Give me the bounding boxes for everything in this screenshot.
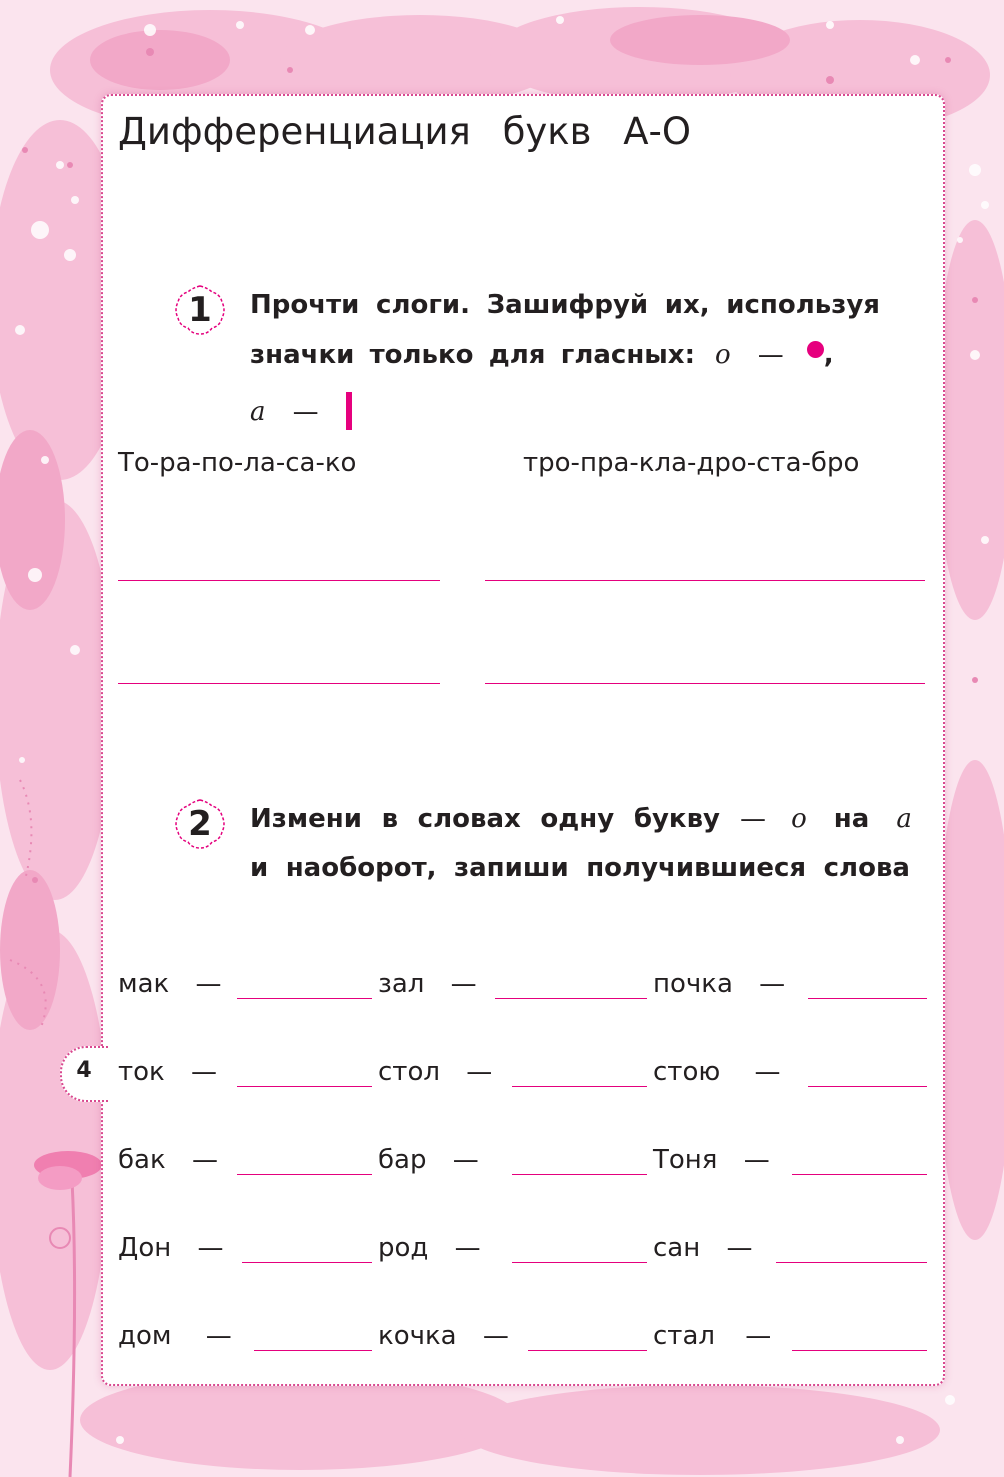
task2-letter-swap <box>740 804 912 834</box>
letter-o: о <box>791 804 807 834</box>
pink-bar-icon <box>346 392 352 430</box>
page-number: 4 <box>76 1058 92 1083</box>
task1-word: Прочти <box>250 290 360 320</box>
answer-line[interactable] <box>528 1350 647 1351</box>
answer-line[interactable] <box>808 998 927 999</box>
task2-word: получившиеся <box>586 853 807 883</box>
answer-line[interactable] <box>237 998 372 999</box>
task1-word: используя <box>726 290 880 320</box>
word-item: бар — <box>378 1145 479 1175</box>
syllables-right: тро-пра-кла-дро-ста-бро <box>523 448 860 478</box>
word-item: бак — <box>118 1145 218 1175</box>
letter-a: а <box>896 804 912 834</box>
task2-dash: — <box>740 804 766 834</box>
task2-instruction-line2 <box>250 853 910 883</box>
word-item: мак — <box>118 969 222 999</box>
word-item: зал — <box>378 969 477 999</box>
task1-number-badge <box>172 282 228 338</box>
task2-word: словах <box>417 804 521 834</box>
task1-instruction-line2 <box>250 340 695 370</box>
answer-line[interactable] <box>792 1350 927 1351</box>
task2-word: наоборот, <box>285 853 437 883</box>
answer-line[interactable] <box>254 1350 372 1351</box>
page-title: Дифференциация букв А-О <box>118 110 691 153</box>
answer-line[interactable] <box>808 1086 927 1087</box>
word-item: Тоня — <box>653 1145 770 1175</box>
word-item: Дон — <box>118 1233 224 1263</box>
answer-line[interactable] <box>512 1174 647 1175</box>
task2-word: Измени <box>250 804 362 834</box>
answer-line[interactable] <box>485 683 925 684</box>
letter-a: а <box>250 397 266 427</box>
answer-line[interactable] <box>792 1174 927 1175</box>
legend-dash: — <box>757 340 784 370</box>
legend-a <box>250 392 352 430</box>
answer-line[interactable] <box>118 580 440 581</box>
task1-word: их, <box>664 290 710 320</box>
legend-dash: — <box>292 397 319 427</box>
answer-line[interactable] <box>242 1262 372 1263</box>
legend-o <box>715 340 834 370</box>
answer-line[interactable] <box>485 580 925 581</box>
task1-instruction-line1 <box>250 290 880 320</box>
answer-line[interactable] <box>237 1086 372 1087</box>
task2-word: и <box>250 853 269 883</box>
word-item: стол — <box>378 1057 493 1087</box>
word-item: ток — <box>118 1057 218 1087</box>
answer-line[interactable] <box>237 1174 372 1175</box>
answer-line[interactable] <box>776 1262 927 1263</box>
answer-line[interactable] <box>512 1262 647 1263</box>
task2-word: букву <box>633 804 720 834</box>
task2-word: в <box>381 804 399 834</box>
task1-word: значки <box>250 340 355 370</box>
syllables-left: То-ра-по-ла-са-ко <box>118 448 357 478</box>
answer-line[interactable] <box>495 998 647 999</box>
task1-word: слоги. <box>376 290 471 320</box>
legend-comma: , <box>823 340 834 370</box>
word-item: стал — <box>653 1321 772 1351</box>
task2-word: запиши <box>454 853 569 883</box>
task1-word: Зашифруй <box>486 290 649 320</box>
task2-number-badge <box>172 796 228 852</box>
task2-word: слова <box>823 853 910 883</box>
answer-line[interactable] <box>118 683 440 684</box>
word-item: род — <box>378 1233 481 1263</box>
word-na: на <box>833 804 870 834</box>
task1-word: для <box>488 340 546 370</box>
task1-word: только <box>369 340 474 370</box>
word-item: почка — <box>653 969 786 999</box>
letter-o: о <box>715 340 731 370</box>
task2-instruction-line1 <box>250 804 720 834</box>
task1-number: 1 <box>188 290 212 330</box>
word-item: дом — <box>118 1321 232 1351</box>
task2-number: 2 <box>188 804 212 844</box>
task1-word: гласных: <box>560 340 695 370</box>
word-item: кочка — <box>378 1321 509 1351</box>
answer-line[interactable] <box>512 1086 647 1087</box>
word-item: стою — <box>653 1057 781 1087</box>
word-item: сан — <box>653 1233 753 1263</box>
pink-dot-icon <box>807 341 824 358</box>
task2-word: одну <box>540 804 615 834</box>
